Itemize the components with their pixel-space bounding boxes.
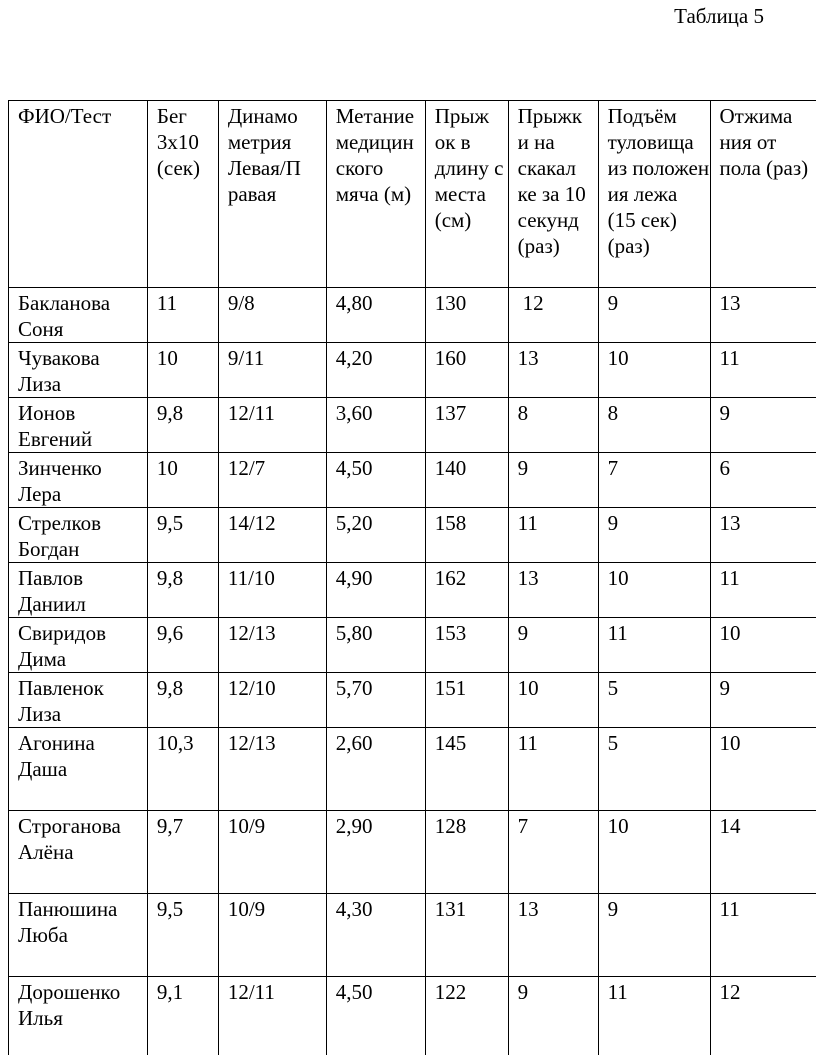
table-row bbox=[9, 811, 816, 894]
table-cell: 9 bbox=[710, 673, 816, 728]
table-cell: 10 bbox=[598, 811, 710, 894]
table-cell: 9 bbox=[598, 288, 710, 343]
table-cell: 9 bbox=[508, 977, 598, 1055]
table-cell: 10 bbox=[147, 453, 218, 508]
table-cell: 2,90 bbox=[326, 811, 425, 894]
name-cell: Агонина Даша bbox=[9, 728, 148, 811]
table-cell: 10 bbox=[710, 618, 816, 673]
table-row bbox=[9, 288, 816, 343]
table-cell: 5,70 bbox=[326, 673, 425, 728]
table-cell: 9 bbox=[598, 508, 710, 563]
table-cell: 13 bbox=[508, 343, 598, 398]
table-cell: 8 bbox=[508, 398, 598, 453]
table-cell: 12 bbox=[508, 288, 598, 343]
header-cell: Бег 3х10 (сек) bbox=[147, 101, 218, 288]
table-cell: 8 bbox=[598, 398, 710, 453]
table-cell: 13 bbox=[710, 508, 816, 563]
header-cell: ФИО/Тест bbox=[9, 101, 148, 288]
table-row bbox=[9, 894, 816, 977]
table-cell: 4,50 bbox=[326, 977, 425, 1055]
table-cell: 9,6 bbox=[147, 618, 218, 673]
header-cell: Отжима ния от пола (раз) bbox=[710, 101, 816, 288]
table-cell: 4,50 bbox=[326, 453, 425, 508]
table-cell: 153 bbox=[425, 618, 508, 673]
table-cell: 11 bbox=[598, 977, 710, 1055]
table-cell: 5 bbox=[598, 673, 710, 728]
table-cell: 11/10 bbox=[218, 563, 326, 618]
table-cell: 9,1 bbox=[147, 977, 218, 1055]
table-cell: 14/12 bbox=[218, 508, 326, 563]
header-cell: Подъём туловища из положен ия лежа (15 сек) (раз) bbox=[598, 101, 710, 288]
table-row bbox=[9, 977, 816, 1055]
table-cell: 11 bbox=[710, 894, 816, 977]
table-cell: 128 bbox=[425, 811, 508, 894]
table-cell: 7 bbox=[598, 453, 710, 508]
table-cell: 13 bbox=[508, 894, 598, 977]
table-cell: 9 bbox=[598, 894, 710, 977]
table-cell: 137 bbox=[425, 398, 508, 453]
table-cell: 12/11 bbox=[218, 977, 326, 1055]
table-cell: 4,30 bbox=[326, 894, 425, 977]
table-cell: 12 bbox=[710, 977, 816, 1055]
table-row bbox=[9, 618, 816, 673]
table-cell: 9,5 bbox=[147, 508, 218, 563]
table-cell: 160 bbox=[425, 343, 508, 398]
table-cell: 10 bbox=[598, 343, 710, 398]
table-cell: 12/7 bbox=[218, 453, 326, 508]
table-row bbox=[9, 508, 816, 563]
table-row bbox=[9, 673, 816, 728]
header-cell: Прыжк и на скакал ке за 10 секунд (раз) bbox=[508, 101, 598, 288]
name-cell: Строганова Алёна bbox=[9, 811, 148, 894]
table-cell: 11 bbox=[508, 728, 598, 811]
table-cell: 4,20 bbox=[326, 343, 425, 398]
name-cell: Павлов Даниил bbox=[9, 563, 148, 618]
table-cell: 9,8 bbox=[147, 563, 218, 618]
table-cell: 9/8 bbox=[218, 288, 326, 343]
table-cell: 5 bbox=[598, 728, 710, 811]
table-cell: 9,5 bbox=[147, 894, 218, 977]
table-cell: 5,20 bbox=[326, 508, 425, 563]
table-cell: 162 bbox=[425, 563, 508, 618]
table-cell: 122 bbox=[425, 977, 508, 1055]
table-row bbox=[9, 343, 816, 398]
table-cell: 10 bbox=[598, 563, 710, 618]
table-cell: 11 bbox=[710, 563, 816, 618]
table-cell: 131 bbox=[425, 894, 508, 977]
table-cell: 7 bbox=[508, 811, 598, 894]
header-cell: Динамо метрия Левая/П равая bbox=[218, 101, 326, 288]
table-row bbox=[9, 728, 816, 811]
table-cell: 10 bbox=[710, 728, 816, 811]
table-cell: 151 bbox=[425, 673, 508, 728]
table-cell: 14 bbox=[710, 811, 816, 894]
name-cell: Свиридов Дима bbox=[9, 618, 148, 673]
table-cell: 3,60 bbox=[326, 398, 425, 453]
table-cell: 130 bbox=[425, 288, 508, 343]
table-cell: 13 bbox=[710, 288, 816, 343]
name-cell: Дорошенко Илья bbox=[9, 977, 148, 1055]
table-row bbox=[9, 563, 816, 618]
name-cell: Стрелков Богдан bbox=[9, 508, 148, 563]
table-cell: 158 bbox=[425, 508, 508, 563]
table-cell: 11 bbox=[598, 618, 710, 673]
table-cell: 6 bbox=[710, 453, 816, 508]
table-cell: 11 bbox=[147, 288, 218, 343]
header-cell: Метание медицин ского мяча (м) bbox=[326, 101, 425, 288]
header-row bbox=[9, 101, 816, 288]
name-cell: Панюшина Люба bbox=[9, 894, 148, 977]
table-caption: Таблица 5 bbox=[674, 4, 764, 28]
table-cell: 11 bbox=[710, 343, 816, 398]
table-cell: 9/11 bbox=[218, 343, 326, 398]
table-cell: 10 bbox=[147, 343, 218, 398]
results-table bbox=[8, 100, 816, 1055]
name-cell: Павленок Лиза bbox=[9, 673, 148, 728]
table-cell: 11 bbox=[508, 508, 598, 563]
table-cell: 2,60 bbox=[326, 728, 425, 811]
name-cell: Чувакова Лиза bbox=[9, 343, 148, 398]
table-cell: 12/13 bbox=[218, 728, 326, 811]
table-cell: 10 bbox=[508, 673, 598, 728]
table-cell: 4,90 bbox=[326, 563, 425, 618]
table-cell: 12/11 bbox=[218, 398, 326, 453]
table-cell: 12/13 bbox=[218, 618, 326, 673]
name-cell: Зинченко Лера bbox=[9, 453, 148, 508]
table-cell: 9 bbox=[710, 398, 816, 453]
name-cell: Ионов Евгений bbox=[9, 398, 148, 453]
table-cell: 12/10 bbox=[218, 673, 326, 728]
table-cell: 10/9 bbox=[218, 894, 326, 977]
table-cell: 10/9 bbox=[218, 811, 326, 894]
table-cell: 5,80 bbox=[326, 618, 425, 673]
table-cell: 9 bbox=[508, 453, 598, 508]
header-cell: Прыж ок в длину с места (см) bbox=[425, 101, 508, 288]
table-row bbox=[9, 398, 816, 453]
table-cell: 9,8 bbox=[147, 398, 218, 453]
table-cell: 9,8 bbox=[147, 673, 218, 728]
table-cell: 13 bbox=[508, 563, 598, 618]
name-cell: Бакланова Соня bbox=[9, 288, 148, 343]
table-row bbox=[9, 453, 816, 508]
table-cell: 4,80 bbox=[326, 288, 425, 343]
table-cell: 9 bbox=[508, 618, 598, 673]
table-cell: 9,7 bbox=[147, 811, 218, 894]
table-cell: 140 bbox=[425, 453, 508, 508]
table-cell: 145 bbox=[425, 728, 508, 811]
table-cell: 10,3 bbox=[147, 728, 218, 811]
